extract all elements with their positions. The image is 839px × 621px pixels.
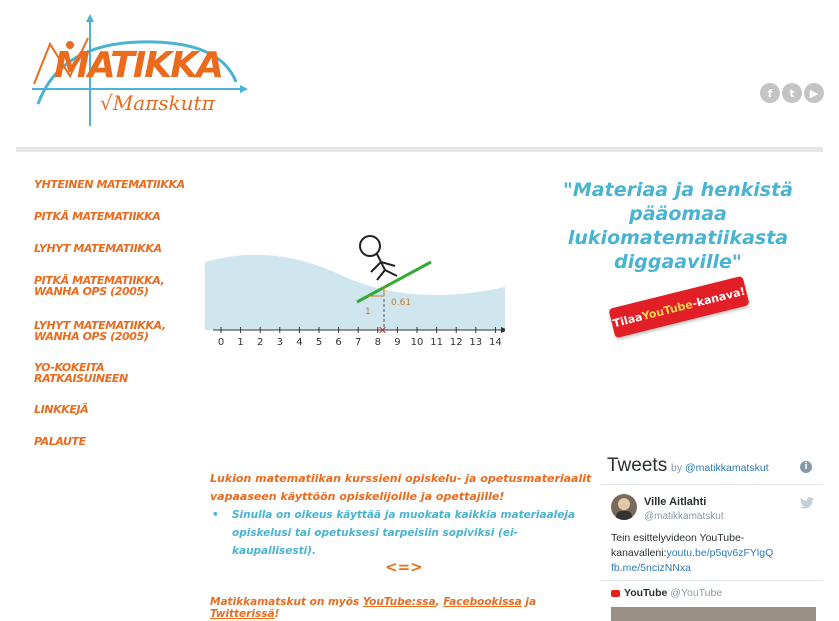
tweets-by: by @matikkamatskut [671,462,769,474]
nav-lyhyt-wanha-ops[interactable]: LYHYT MATEMATIIKKA, WANHA OPS (2005) [34,319,166,343]
retweet-source[interactable]: YouTube @YouTube [611,587,722,599]
badge-suffix: -kanava! [690,284,747,310]
follow-text: Matikkamatskut on myös YouTube:ssa, Facebookissa ja Twitterissä! [210,596,537,620]
twitter-link[interactable]: Twitterissä [210,608,275,620]
stick-figure-icon [360,236,397,280]
header-divider [16,147,823,152]
tweet-author-name[interactable]: Ville Aitlahti [644,496,707,508]
tick-label: 3 [276,337,283,348]
tick-label: 13 [469,337,483,348]
badge-brand: YouTube [640,297,694,323]
slope-run-label: 1 [365,307,371,317]
tick-label: 6 [335,337,342,348]
tick-label: 1 [237,337,244,348]
facebook-link[interactable]: Facebookissa [443,596,522,608]
tick-label: 5 [315,337,323,348]
logo-subtitle: √Maπskutπ [100,91,215,115]
info-icon[interactable]: i [800,461,812,473]
tick-label: 12 [449,337,463,348]
bullet-icon: • [212,509,219,521]
tick-label: 9 [394,337,401,348]
nav-palaute[interactable]: PALAUTE [34,435,86,448]
point-marker-icon: ✕ [378,325,388,337]
youtube-small-icon [611,590,620,597]
tick-label: 8 [374,337,381,348]
tweets-divider-2 [600,580,823,581]
tweets-title: Tweets [607,455,668,476]
tick-label: 14 [489,337,502,348]
tweet-author-handle[interactable]: @matikkamatskut [644,511,724,522]
facebook-icon[interactable]: f [760,83,780,103]
intro-text: Lukion matematiikan kurssieni opiskelu- ja opetusmateriaalit vapaaseen käyttöön opiskelijoille ja opettajille! [210,472,592,503]
nav-linkkeja[interactable]: LINKKEJÄ [34,403,89,416]
tick-label: 2 [257,337,264,348]
site-logo[interactable] [30,14,250,129]
badge-prefix: Tilaa [611,309,644,330]
tweet-media-image[interactable] [611,607,816,621]
tweet-link-youtube[interactable]: youtu.be/p5qv6zFYlgQ [666,547,774,559]
logo-title: MATIKKA [54,45,224,86]
tagline-quote: "Materiaa ja henkistä pääomaa lukiomatematiikasta diggaaville" [563,179,793,273]
tick-label: 0 [217,337,225,348]
arrows-symbol: <=> [385,558,423,576]
nav-yo-kokeita[interactable]: YO-KOKEITA RATKAISUINEEN [34,361,128,385]
avatar[interactable] [611,494,637,520]
usage-rights-label: Sinulla on oikeus käyttää ja muokata kaikkia materiaaleja opiskelusi tai opetuksesi tarpeisiin sopiviksi (ei-kaupallisesti). [232,509,576,557]
nav-pitka-matematiikka[interactable]: PITKÄ MATEMATIIKKA [34,210,161,223]
twitter-icon[interactable]: t [782,83,802,103]
slope-rise-label: 0.61 [391,298,412,308]
youtube-icon[interactable]: ▶ [804,83,824,103]
tick-label: 11 [430,337,443,348]
tweet-link-facebook[interactable]: fb.me/5ncizNNxa [611,562,691,574]
nav-pitka-wanha-ops[interactable]: PITKÄ MATEMATIIKKA, WANHA OPS (2005) [34,274,165,298]
nav-yhteinen-matematiikka[interactable]: YHTEINEN MATEMATIIKKA [34,178,185,191]
youtube-subscribe-badge[interactable] [608,276,749,338]
tick-label: 10 [410,337,424,348]
tick-label: 7 [355,337,362,348]
tweets-handle-link[interactable]: @matikkamatskut [685,462,769,474]
snowboarder-illustration [205,232,505,362]
nav-lyhyt-matematiikka[interactable]: LYHYT MATEMATIIKKA [34,242,162,255]
tweets-divider [600,484,823,485]
tick-label: 4 [296,337,303,348]
tweet-text: Tein esittelyvideon YouTube-kanavalleni:youtu.be/p5qv6zFYlgQ fb.me/5ncizNNxa [611,532,774,574]
twitter-bird-icon[interactable] [800,497,814,509]
usage-rights-text [212,506,592,560]
youtube-link[interactable]: YouTube:ssa [362,596,436,608]
